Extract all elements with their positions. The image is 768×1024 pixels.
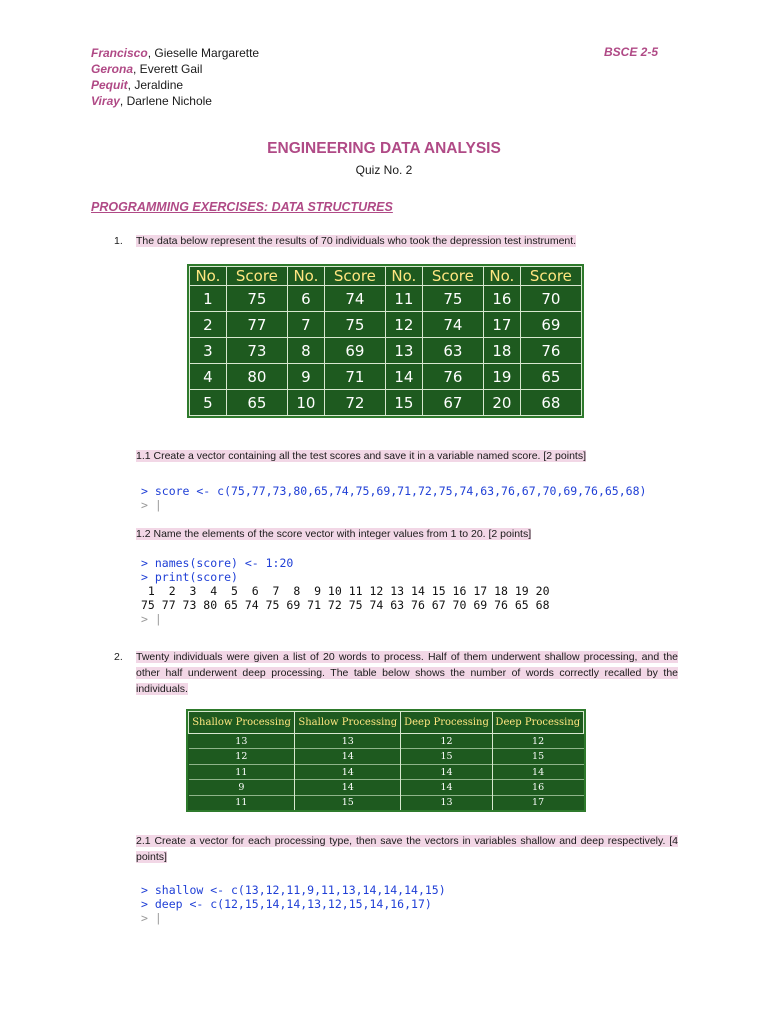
table-cell: 70: [520, 286, 581, 312]
console-input-line: > print(score): [141, 570, 238, 584]
table-cell: 3: [190, 338, 227, 364]
table-cell: 7: [287, 312, 324, 338]
table-cell: 14: [401, 764, 492, 779]
column-header: Shallow Processing: [189, 712, 295, 734]
table-cell: 14: [295, 764, 401, 779]
table-cell: 14: [295, 780, 401, 795]
table-cell: 15: [385, 390, 422, 416]
table-cell: 20: [483, 390, 520, 416]
table-cell: 75: [226, 286, 287, 312]
table-cell: 65: [520, 364, 581, 390]
question-number: 1.: [114, 235, 123, 247]
table-cell: 13: [385, 338, 422, 364]
table-cell: 18: [483, 338, 520, 364]
table-row: [189, 780, 584, 795]
author-list: [91, 45, 259, 109]
table-cell: 16: [483, 286, 520, 312]
console-input-line: > names(score) <- 1:20: [141, 556, 294, 570]
table-cell: 14: [385, 364, 422, 390]
console-input-line: > score <- c(75,77,73,80,65,74,75,69,71,72,75,74,63,76,67,70,69,76,65,68): [141, 484, 647, 498]
table-cell: 14: [401, 780, 492, 795]
console-prompt[interactable]: > |: [141, 498, 162, 512]
document-subtitle: Quiz No. 2: [355, 163, 413, 177]
question-text: Twenty individuals were given a list of 20 words to process. Half of them underwent shallow processing, and the other half underwent deep processing. The table below shows the number of words correctly recalled by the individuals.: [136, 651, 678, 695]
question-1-1: 1.1 Create a vector containing all the test scores and save it in a variable named score. [2 points]: [136, 450, 586, 462]
column-header: No.: [190, 267, 227, 286]
question-1-2: 1.2 Name the elements of the score vector with integer values from 1 to 20. [2 points]: [136, 528, 532, 540]
table-row: [189, 795, 584, 810]
table-cell: 4: [190, 364, 227, 390]
column-header: No.: [287, 267, 324, 286]
table-cell: 68: [520, 390, 581, 416]
table-row: [190, 286, 582, 312]
table-cell: 14: [492, 764, 583, 779]
table-cell: 69: [520, 312, 581, 338]
table-cell: 2: [190, 312, 227, 338]
table-cell: 12: [385, 312, 422, 338]
table-cell: 14: [295, 749, 401, 764]
table-cell: 74: [324, 286, 385, 312]
table-cell: 67: [422, 390, 483, 416]
console-output-line: 1 2 3 4 5 6 7 8 9 10 11 12 13 14 15 16 17 18 19 20: [141, 584, 550, 598]
column-header: No.: [385, 267, 422, 286]
table-cell: 76: [520, 338, 581, 364]
table-cell: 77: [226, 312, 287, 338]
table-cell: 9: [189, 780, 295, 795]
console-input-line: > shallow <- c(13,12,11,9,11,13,14,14,14,15): [141, 883, 446, 897]
table-cell: 74: [422, 312, 483, 338]
section-heading: PROGRAMMING EXERCISES: DATA STRUCTURES: [91, 200, 393, 214]
table-header-row: [190, 267, 582, 286]
word-recall-table: [186, 709, 586, 812]
table-header-row: [189, 712, 584, 734]
console-input-line: > deep <- c(12,15,14,14,13,12,15,14,16,17): [141, 897, 432, 911]
table-cell: 72: [324, 390, 385, 416]
question-number: 2.: [114, 651, 123, 663]
table-cell: 75: [422, 286, 483, 312]
table-cell: 19: [483, 364, 520, 390]
column-header: Score: [324, 267, 385, 286]
table-cell: 12: [401, 734, 492, 749]
table-cell: 76: [422, 364, 483, 390]
table-cell: 17: [492, 795, 583, 810]
author-line: Viray, Darlene Nichole: [91, 94, 212, 108]
table-cell: 6: [287, 286, 324, 312]
table-cell: 15: [295, 795, 401, 810]
table-cell: 12: [492, 734, 583, 749]
console-prompt[interactable]: > |: [141, 911, 162, 925]
table-cell: 13: [401, 795, 492, 810]
table-cell: 11: [385, 286, 422, 312]
author-line: Pequit, Jeraldine: [91, 78, 184, 92]
table-row: [190, 390, 582, 416]
table-cell: 75: [324, 312, 385, 338]
table-row: [190, 338, 582, 364]
table-row: [189, 749, 584, 764]
r-console-2: [141, 556, 550, 626]
table-cell: 65: [226, 390, 287, 416]
table-row: [189, 764, 584, 779]
r-console-3: [141, 883, 446, 925]
table-cell: 17: [483, 312, 520, 338]
table-cell: 71: [324, 364, 385, 390]
table-cell: 73: [226, 338, 287, 364]
table-row: [189, 734, 584, 749]
console-prompt[interactable]: > |: [141, 612, 162, 626]
console-output-line: 75 77 73 80 65 74 75 69 71 72 75 74 63 76 67 70 69 76 65 68: [141, 598, 550, 612]
table-cell: 5: [190, 390, 227, 416]
r-console-1: [141, 484, 646, 512]
table-cell: 9: [287, 364, 324, 390]
column-header: Score: [422, 267, 483, 286]
document-title: ENGINEERING DATA ANALYSIS: [267, 140, 501, 157]
column-header: Shallow Processing: [295, 712, 401, 734]
table-cell: 12: [189, 749, 295, 764]
depression-score-table: [187, 264, 584, 418]
table-cell: 15: [401, 749, 492, 764]
table-cell: 13: [189, 734, 295, 749]
table-cell: 10: [287, 390, 324, 416]
table-cell: 1: [190, 286, 227, 312]
author-line: Francisco, Gieselle Margarette: [91, 46, 260, 60]
table-cell: 8: [287, 338, 324, 364]
table-cell: 63: [422, 338, 483, 364]
table-cell: 16: [492, 780, 583, 795]
column-header: Score: [226, 267, 287, 286]
table-row: [190, 364, 582, 390]
table-cell: 15: [492, 749, 583, 764]
question-2-1: 2.1 Create a vector for each processing type, then save the vectors in variables shallow and deep respectively. [4 points]: [136, 835, 678, 863]
class-section: BSCE 2-5: [604, 45, 659, 59]
author-line: Gerona, Everett Gail: [91, 62, 203, 76]
table-row: [190, 312, 582, 338]
table-cell: 11: [189, 764, 295, 779]
column-header: Deep Processing: [492, 712, 583, 734]
table-cell: 69: [324, 338, 385, 364]
table-cell: 13: [295, 734, 401, 749]
column-header: Deep Processing: [401, 712, 492, 734]
table-cell: 80: [226, 364, 287, 390]
question-text: The data below represent the results of 70 individuals who took the depression test instrument.: [136, 235, 577, 247]
table-cell: 11: [189, 795, 295, 810]
column-header: No.: [483, 267, 520, 286]
column-header: Score: [520, 267, 581, 286]
